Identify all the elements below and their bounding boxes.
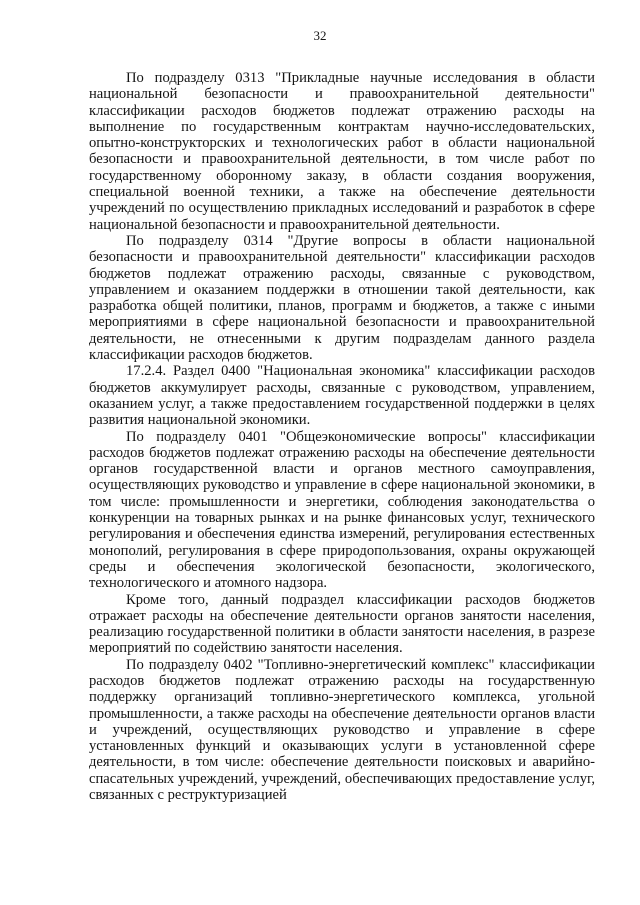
paragraph-0401-employment: Кроме того, данный подраздел классификации расходов бюджетов отражает расходы на обеспечение деятельности органов занятости населения, реализацию государственной политики в области занятости населения, в разрезе мероприятий по содействию занятости населения. [89,591,595,657]
paragraph-section-0400: 17.2.4. Раздел 0400 "Национальная экономика" классификации расходов бюджетов аккумулирует расходы, связанные с руководством, управлением, оказанием услуг, а также предоставлением государственной поддержки в целях развития национальной экономики. [89,363,595,429]
paragraph-0402: По подразделу 0402 "Топливно-энергетический комплекс" классификации расходов бюджетов подлежат отражению расходы на государственную поддержку организаций топливно-энергетического комплекса, угольной промышленности, а также расходы на обеспечение деятельности органов власти и учреждений, осуществляющих руководство и управление в сфере установленных функций и оказывающих услуги в установленной сфере деятельности, в том числе: обеспечение деятельности поисковых и аварийно-спасательных учреждений, учреждений, обеспечивающих предоставление услуг, связанных с реструктуризацией [89,656,595,804]
document-body [89,70,595,803]
paragraph-0313: По подразделу 0313 "Прикладные научные исследования в области национальной безопасности и правоохранительной деятельности" классификации расходов бюджетов подлежат отражению расходы на выполнение по государственным контрактам научно-исследовательских, опытно-конструкторских и технологических работ в области национальной безопасности и правоохранительной деятельности, в том числе работ по государственному оборонному заказу, в области создания вооружения, специальной военной техники, а также на обеспечение деятельности учреждений по осуществлению прикладных исследований и разработок в сфере национальной безопасности и правоохранительной деятельности. [89,70,595,233]
paragraph-0401: По подразделу 0401 "Общеэкономические вопросы" классификации расходов бюджетов подлежат отражению расходы на обеспечение деятельности органов государственной власти и органов местного самоуправления, осуществляющих руководство и управление в сфере национальной экономики, в том числе: промышленности и энергетики, соблюдения законодательства о конкуренции на товарных рынках и на рынке финансовых услуг, технического регулирования и обеспечения единства измерений, регулирования естественных монополий, регулирования в сфере природопользования, охраны окружающей среды и обеспечения экологической безопасности, экологического, технологического и атомного надзора. [89,428,595,592]
paragraph-0314: По подразделу 0314 "Другие вопросы в области национальной безопасности и правоохранительной деятельности" классификации расходов бюджетов подлежат отражению расходы, связанные с руководством, управлением и оказанием поддержки в отношении такой деятельности, как разработка общей политики, планов, программ и бюджетов, а также с иными мероприятиями в сфере национальной безопасности и правоохранительной деятельности, не отнесенными к другим подразделам данного раздела классификации расходов бюджетов. [89,232,595,364]
page-number: 32 [313,28,327,43]
